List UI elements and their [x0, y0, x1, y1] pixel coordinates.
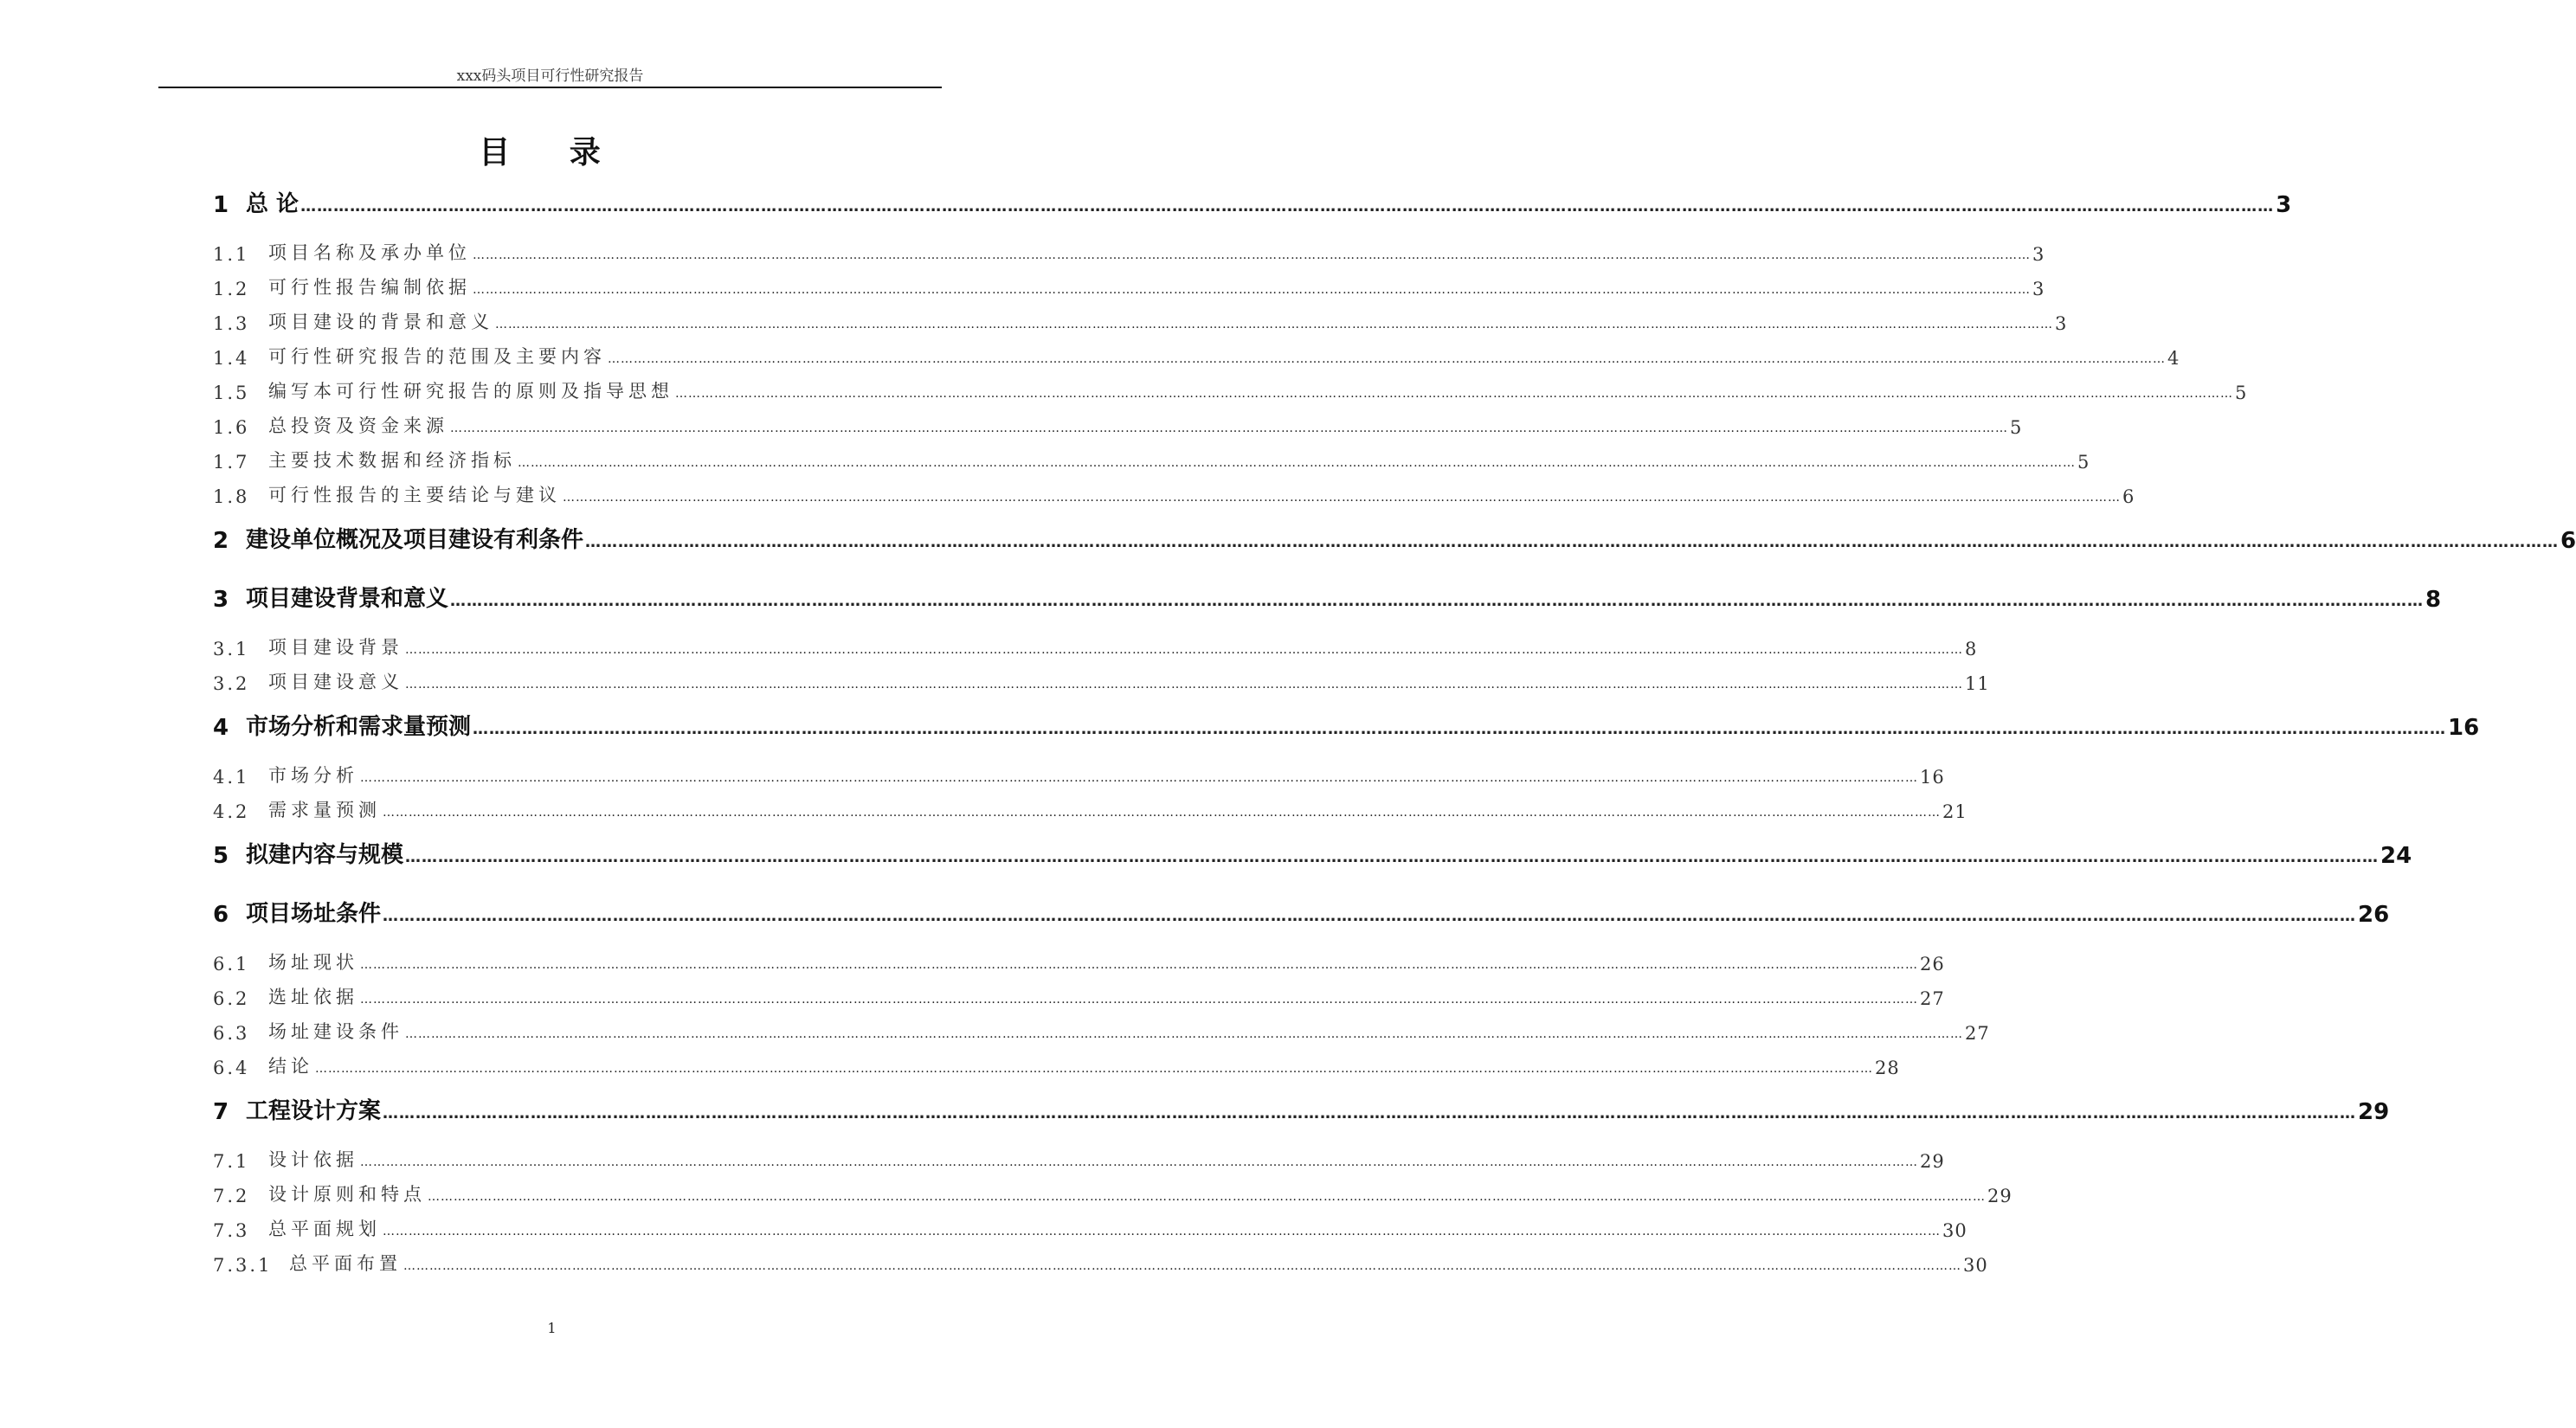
toc-entry-page: 26 — [1920, 954, 1945, 975]
toc-entry-number: 1.8 — [213, 486, 250, 507]
toc-entry[interactable] — [213, 189, 2292, 218]
toc-entry-number: 4.2 — [213, 801, 250, 822]
toc-entry-page: 6 — [2560, 528, 2576, 554]
toc-entry-number: 1.5 — [213, 383, 250, 403]
toc-entry-page: 26 — [2358, 902, 2390, 928]
toc-entry[interactable] — [213, 270, 2045, 299]
toc-entry-number: 7.2 — [213, 1186, 250, 1206]
toc-entry-title: 结论 — [268, 1056, 313, 1077]
toc-entry-page: 3 — [2032, 244, 2045, 265]
toc-entry-page: 4 — [2167, 348, 2180, 369]
toc-entry[interactable] — [213, 1014, 1990, 1044]
toc-entry-title: 拟建内容与规模 — [246, 842, 404, 868]
toc-leader: ……………………………………………………………………………………………………………………………………………………………………………………………………………………………………………………………………………………………………………………………… — [473, 720, 2447, 738]
toc-entry-number: 4.1 — [213, 767, 250, 788]
toc-leader: ……………………………………………………………………………………………………………………………………………………………………………………………………………………………………………………………………………………………………………………………… — [383, 1225, 1941, 1238]
toc-entry-title: 项目建设背景 — [268, 637, 403, 658]
toc-entry-number: 1 — [213, 192, 229, 218]
toc-entry[interactable] — [213, 1212, 1967, 1241]
toc-leader: ……………………………………………………………………………………………………………………………………………………………………………………………………………………………………………………………………………………………………………………………… — [450, 421, 2008, 435]
toc-entry-title: 项目建设意义 — [268, 672, 403, 692]
toc-leader: ……………………………………………………………………………………………………………………………………………………………………………………………………………………………………………………………………………………………………………………………… — [473, 248, 2031, 262]
toc-leader: ……………………………………………………………………………………………………………………………………………………………………………………………………………………………………………………………………………………………………………………………… — [675, 387, 2233, 401]
toc-entry[interactable] — [213, 711, 2480, 741]
toc-entry-page: 21 — [1942, 801, 1967, 822]
toc-entry[interactable] — [213, 665, 1990, 694]
toc-leader: ……………………………………………………………………………………………………………………………………………………………………………………………………………………………………………………………………………………………………………………………… — [563, 491, 2121, 505]
toc-entry-page: 5 — [2077, 452, 2090, 473]
toc-entry-page: 16 — [1920, 767, 1945, 788]
toc-entry[interactable] — [213, 339, 2180, 369]
toc-entry-number: 1.2 — [213, 279, 250, 299]
toc-entry[interactable] — [213, 408, 2023, 438]
toc-entry[interactable] — [213, 374, 2248, 403]
toc-entry-number: 2 — [213, 528, 229, 554]
toc-entry-page: 27 — [1920, 988, 1945, 1009]
toc-leader: ……………………………………………………………………………………………………………………………………………………………………………………………………………………………………………………………………………………………………………………………… — [405, 678, 1963, 691]
toc-leader: ……………………………………………………………………………………………………………………………………………………………………………………………………………………………………………………………………………………………………………………………… — [383, 1104, 2357, 1122]
toc-entry-title: 建设单位概况及项目建设有利条件 — [246, 527, 584, 553]
toc-entry-title: 设计原则和特点 — [268, 1184, 426, 1205]
toc-entry-number: 1.6 — [213, 417, 250, 438]
toc-entry[interactable] — [213, 945, 1945, 975]
toc-entry-page: 16 — [2448, 715, 2480, 741]
toc-leader: ……………………………………………………………………………………………………………………………………………………………………………………………………………………………………………………………………………………………………………………………… — [405, 1027, 1963, 1041]
toc-entry[interactable] — [213, 839, 2412, 869]
toc-leader: ……………………………………………………………………………………………………………………………………………………………………………………………………………………………………………………………………………………………………………………………… — [360, 1155, 1918, 1169]
toc-entry-title: 需求量预测 — [268, 800, 381, 820]
page-number: 1 — [547, 1320, 557, 1336]
toc-entry-title: 场址现状 — [268, 952, 358, 973]
toc-entry[interactable] — [213, 583, 2442, 613]
toc-entry[interactable] — [213, 1096, 2390, 1125]
toc-entry-title: 选址依据 — [268, 987, 358, 1007]
toc-entry-number: 6.4 — [213, 1058, 250, 1078]
toc-entry-number: 1.3 — [213, 313, 250, 334]
toc-leader: ……………………………………………………………………………………………………………………………………………………………………………………………………………………………………………………………………………………………………………………………… — [360, 771, 1918, 785]
toc-leader: ……………………………………………………………………………………………………………………………………………………………………………………………………………………………………………………………………………………………………………………………… — [405, 848, 2380, 866]
toc-entry-number: 1.7 — [213, 452, 250, 473]
toc-entry-title: 场址建设条件 — [268, 1021, 403, 1042]
toc-entry-title: 市场分析 — [268, 765, 358, 786]
toc-entry[interactable] — [213, 980, 1945, 1009]
toc-entry-title: 总平面布置 — [289, 1253, 402, 1274]
toc-entry-title: 可行性报告的主要结论与建议 — [268, 485, 561, 505]
toc-entry-number: 6 — [213, 902, 229, 928]
toc-entry-title: 可行性报告编制依据 — [268, 277, 471, 298]
toc-leader: ……………………………………………………………………………………………………………………………………………………………………………………………………………………………………………………………………………………………………………………………… — [405, 643, 1963, 657]
toc-leader: ……………………………………………………………………………………………………………………………………………………………………………………………………………………………………………………………………………………………………………………………… — [403, 1259, 1961, 1273]
toc-leader: ……………………………………………………………………………………………………………………………………………………………………………………………………………………………………………………………………………………………………………………………… — [495, 318, 2053, 331]
toc-entry-title: 设计依据 — [268, 1149, 358, 1170]
toc-entry-page: 29 — [1920, 1151, 1945, 1172]
toc-entry[interactable] — [213, 793, 1967, 822]
toc-entry-title: 总 论 — [246, 191, 299, 217]
toc-entry-page: 3 — [2032, 279, 2045, 299]
toc-entry[interactable] — [213, 1177, 2012, 1206]
toc-entry-title: 项目场址条件 — [246, 901, 382, 927]
toc-entry-page: 3 — [2055, 313, 2068, 334]
toc-entry-page: 27 — [1965, 1023, 1990, 1044]
toc-entry[interactable] — [213, 898, 2390, 928]
toc-entry-number: 1.1 — [213, 244, 250, 265]
toc-entry-page: 3 — [2276, 192, 2292, 218]
toc-entry-number: 6.1 — [213, 954, 250, 975]
toc-entry-title: 工程设计方案 — [246, 1098, 382, 1124]
toc-entry-number: 1.4 — [213, 348, 250, 369]
toc-entry[interactable] — [213, 443, 2090, 473]
toc-entry-number: 5 — [213, 843, 229, 869]
toc-entry-number: 7.3 — [213, 1220, 250, 1241]
toc-leader: ……………………………………………………………………………………………………………………………………………………………………………………………………………………………………………………………………………………………………………………………… — [383, 907, 2357, 925]
toc-entry-title: 项目建设背景和意义 — [246, 586, 449, 612]
toc-entry-page: 29 — [1987, 1186, 2012, 1206]
toc-entry-page: 28 — [1875, 1058, 1900, 1078]
toc-leader: ……………………………………………………………………………………………………………………………………………………………………………………………………………………………………………………………………………………………………………………………… — [360, 958, 1918, 972]
toc-entry[interactable] — [213, 305, 2068, 334]
toc-entry-page: 5 — [2235, 383, 2248, 403]
toc-entry-number: 7.3.1 — [213, 1255, 273, 1276]
toc-entry-page: 24 — [2380, 843, 2412, 869]
toc-leader: ……………………………………………………………………………………………………………………………………………………………………………………………………………………………………………………………………………………………………………………………… — [585, 533, 2560, 551]
toc-entry[interactable] — [213, 758, 1945, 788]
toc-entry-page: 30 — [1963, 1255, 1988, 1276]
toc-entry-page: 8 — [1965, 639, 1978, 659]
toc-entry-title: 可行性研究报告的范围及主要内容 — [268, 346, 606, 367]
toc-entry-number: 7.1 — [213, 1151, 250, 1172]
toc-entry-number: 4 — [213, 715, 229, 741]
toc-leader: ……………………………………………………………………………………………………………………………………………………………………………………………………………………………………………………………………………………………………………………………… — [473, 283, 2031, 297]
toc-entry[interactable] — [213, 524, 2576, 554]
toc-leader: ……………………………………………………………………………………………………………………………………………………………………………………………………………………………………………………………………………………………………………………………… — [608, 352, 2166, 366]
toc-entry[interactable] — [213, 1049, 1900, 1078]
toc-entry-title: 总平面规划 — [268, 1219, 381, 1239]
toc-entry[interactable] — [213, 630, 1978, 659]
toc-entry-page: 8 — [2425, 587, 2442, 613]
toc-title: 目 录 — [479, 135, 625, 170]
toc-entry-number: 3.2 — [213, 673, 250, 694]
toc-entry[interactable] — [213, 1246, 1988, 1276]
toc-leader: ……………………………………………………………………………………………………………………………………………………………………………………………………………………………………………………………………………………………………………………………… — [428, 1190, 1986, 1204]
toc-leader: ……………………………………………………………………………………………………………………………………………………………………………………………………………………………………………………………………………………………………………………………… — [360, 993, 1918, 1007]
toc-entry-number: 3.1 — [213, 639, 250, 659]
toc-leader: ……………………………………………………………………………………………………………………………………………………………………………………………………………………………………………………………………………………………………………………………… — [518, 456, 2076, 470]
toc-entry-title: 项目名称及承办单位 — [268, 242, 471, 263]
toc-entry-number: 6.3 — [213, 1023, 250, 1044]
toc-entry-title: 市场分析和需求量预测 — [246, 714, 472, 740]
toc-leader: ……………………………………………………………………………………………………………………………………………………………………………………………………………………………………………………………………………………………………………………………… — [300, 197, 2275, 215]
toc-entry-title: 项目建设的背景和意义 — [268, 312, 493, 332]
toc-leader: ……………………………………………………………………………………………………………………………………………………………………………………………………………………………………………………………………………………………………………………………… — [315, 1062, 1873, 1076]
toc-entry-page: 11 — [1965, 673, 1990, 694]
toc-entry[interactable] — [213, 235, 2045, 265]
toc-entry-page: 30 — [1942, 1220, 1967, 1241]
toc-entry-page: 5 — [2010, 417, 2023, 438]
toc-entry-number: 7 — [213, 1099, 229, 1125]
toc-entry-number: 3 — [213, 587, 229, 613]
toc-leader: ……………………………………………………………………………………………………………………………………………………………………………………………………………………………………………………………………………………………………………………………… — [450, 592, 2425, 610]
toc-entry[interactable] — [213, 1142, 1945, 1172]
toc-leader: ……………………………………………………………………………………………………………………………………………………………………………………………………………………………………………………………………………………………………………………………… — [383, 806, 1941, 820]
toc-entry[interactable] — [213, 478, 2135, 507]
toc-entry-number: 6.2 — [213, 988, 250, 1009]
toc-entry-page: 6 — [2122, 486, 2135, 507]
toc-entry-title: 总投资及资金来源 — [268, 415, 448, 436]
running-header: xxx码头项目可行性研究报告 — [456, 68, 644, 85]
toc-entry-page: 29 — [2358, 1099, 2390, 1125]
header-rule — [158, 87, 942, 88]
toc-entry-title: 主要技术数据和经济指标 — [268, 450, 516, 471]
toc-entry-title: 编写本可行性研究报告的原则及指导思想 — [268, 381, 673, 402]
